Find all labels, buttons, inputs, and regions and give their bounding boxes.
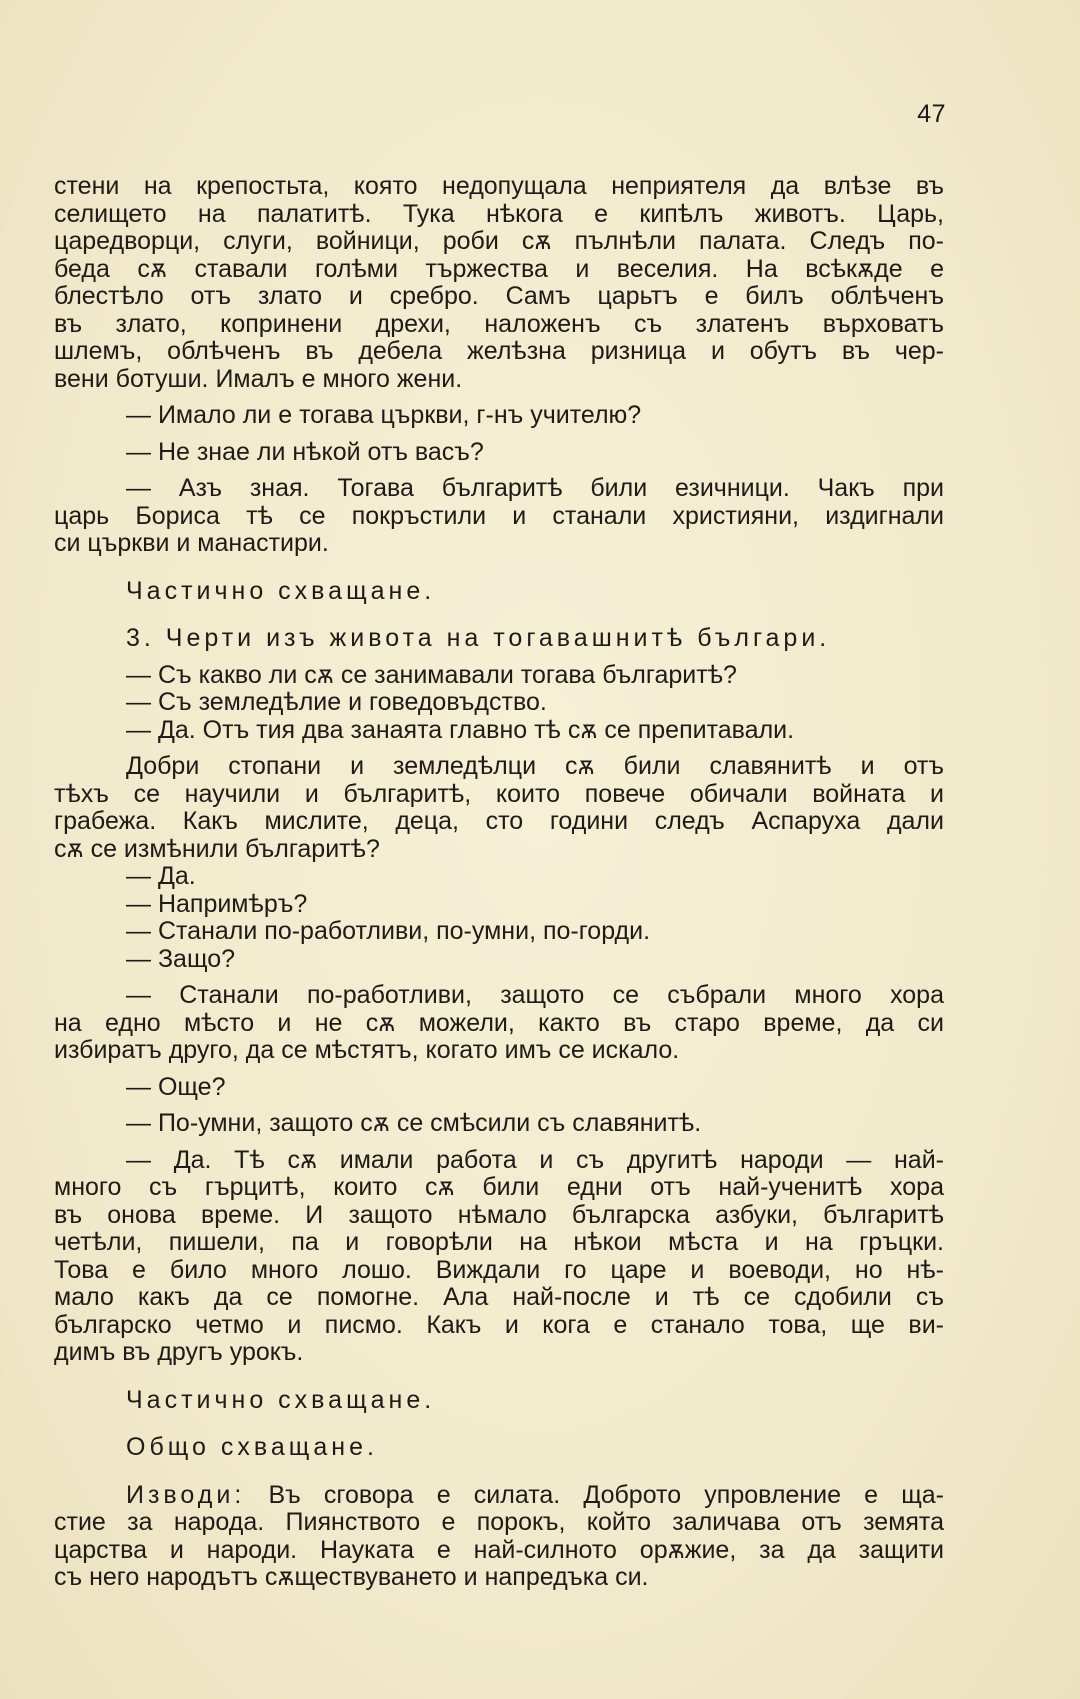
- paragraph-conclusions: [54, 1482, 944, 1592]
- paragraph-farmers: [54, 753, 944, 863]
- text-line: блестѣло отъ злато и сребро. Самъ царьтъ е билъ облѣченъ: [54, 282, 944, 310]
- conclusions-label: Изводи:: [126, 1480, 246, 1509]
- heading-partial-comprehension: Частично схващане.: [126, 576, 436, 605]
- text-line: четѣли, пишели, па и говорѣли на нѣкои мѣста и на гръцки.: [54, 1228, 944, 1256]
- text-line: мало какъ да се помогне. Ала най-после и тѣ се сдобили съ: [54, 1283, 944, 1311]
- text-line: тѣхъ се научили и българитѣ, които повече обичали войната и: [54, 779, 944, 808]
- text-line: стени на крепостьта, която недопущала неприятеля да влѣзе въ: [54, 172, 944, 200]
- text-line: димъ въ другъ урокъ.: [54, 1338, 304, 1366]
- text-line: [54, 1482, 944, 1510]
- dialogue-line: — Още?: [126, 1072, 226, 1101]
- text-line: сѫ се измѣнили българитѣ?: [54, 834, 380, 863]
- text-line: царь Бориса тѣ се покръстили и станали християни, издигнали: [54, 501, 944, 530]
- heading-partial-comprehension: Частично схващане.: [126, 1385, 436, 1414]
- text-line: на едно мѣсто и не сѫ можели, както въ старо време, да си: [54, 1008, 944, 1037]
- text-line: си църкви и манастири.: [54, 529, 329, 557]
- text-line: съ него народътъ сѫществуването и напредъка си.: [54, 1563, 649, 1591]
- text-line: въ онова време. И защото нѣмало българска азбуки, българитѣ: [54, 1200, 944, 1229]
- paragraph-hardworking: [54, 982, 944, 1065]
- dialogue-line: — Станали по-работливи, по-умни, по-горди.: [126, 917, 651, 945]
- text-line: грабежа. Какъ мислите, деца, сто години следъ Аспаруха дали: [54, 807, 944, 835]
- heading-section-3: 3. Черти изъ живота на тогавашнитѣ българи.: [126, 624, 831, 652]
- dialogue-answer-pagans: [54, 475, 944, 558]
- dialogue-line: — Да.: [126, 862, 196, 890]
- conclusions-text: Въ сговора е силата. Доброто упровление е ща-: [268, 1480, 944, 1509]
- text-line: — Да. Тѣ сѫ имали работа и съ другитѣ народи — най-: [126, 1145, 944, 1174]
- text-line: българско четмо и писмо. Какъ и кога е станало това, ще ви-: [54, 1310, 944, 1339]
- paragraph-greeks: [54, 1147, 944, 1367]
- dialogue-question-churches: — Имало ли е тогава църкви, г-нъ учителю?: [126, 401, 642, 429]
- page-text: [54, 173, 944, 1592]
- dialogue-line: — Да. Отъ тия два занаята главно тѣ сѫ се препитавали.: [126, 715, 795, 744]
- page-number: 47: [917, 100, 946, 128]
- heading-general-comprehension: Общо схващане.: [126, 1433, 378, 1461]
- text-line: стие за народа. Пиянството е порокъ, който заличава отъ земята: [54, 1508, 944, 1536]
- text-line: вени ботуши. Ималъ е много жени.: [54, 364, 463, 393]
- dialogue-line: — Съ земледѣлие и говедовъдство.: [126, 688, 547, 716]
- text-line: избиратъ друго, да се мѣстятъ, когато имъ се искало.: [54, 1036, 680, 1064]
- text-line: царства и народи. Науката е най-силното орѫжие, за да защити: [54, 1535, 944, 1564]
- text-line: шлемъ, облѣченъ въ дебела желѣзна ризница и обутъ въ чер-: [54, 337, 944, 365]
- text-line: Добри стопани и земледѣлци сѫ били славянитѣ и отъ: [126, 752, 944, 780]
- dialogue-line: — По-умни, защото сѫ се смѣсили съ славянитѣ.: [126, 1109, 702, 1137]
- text-line: много съ гърцитѣ, които сѫ били едни отъ най-ученитѣ хора: [54, 1173, 944, 1201]
- text-line: селището на палатитѣ. Тука нѣкога е кипѣлъ животъ. Царь,: [54, 199, 944, 228]
- paragraph-palace: [54, 173, 944, 393]
- dialogue-line: — Съ какво ли сѫ се занимавали тогава българитѣ?: [126, 660, 737, 689]
- dialogue-question-who-knows: — Не знае ли нѣкой отъ васъ?: [126, 437, 484, 466]
- text-line: Това е било много лошо. Виждали го царе и воеводи, но нѣ-: [54, 1255, 944, 1284]
- text-line: въ злато, копринени дрехи, наложенъ съ златенъ върховатъ: [54, 309, 944, 338]
- text-line: беда сѫ ставали голѣми тържества и веселия. На всѣкѫде е: [54, 254, 944, 283]
- dialogue-line: — Защо?: [126, 944, 236, 973]
- text-line: царедворци, слуги, войници, роби сѫ пълнѣли палата. Следъ по-: [54, 227, 944, 255]
- text-line: — Азъ зная. Тогава българитѣ били езичници. Чакъ при: [126, 474, 944, 502]
- dialogue-line: — Напримѣръ?: [126, 889, 308, 918]
- text-line: — Станали по-работливи, защото се събрали много хора: [126, 981, 944, 1009]
